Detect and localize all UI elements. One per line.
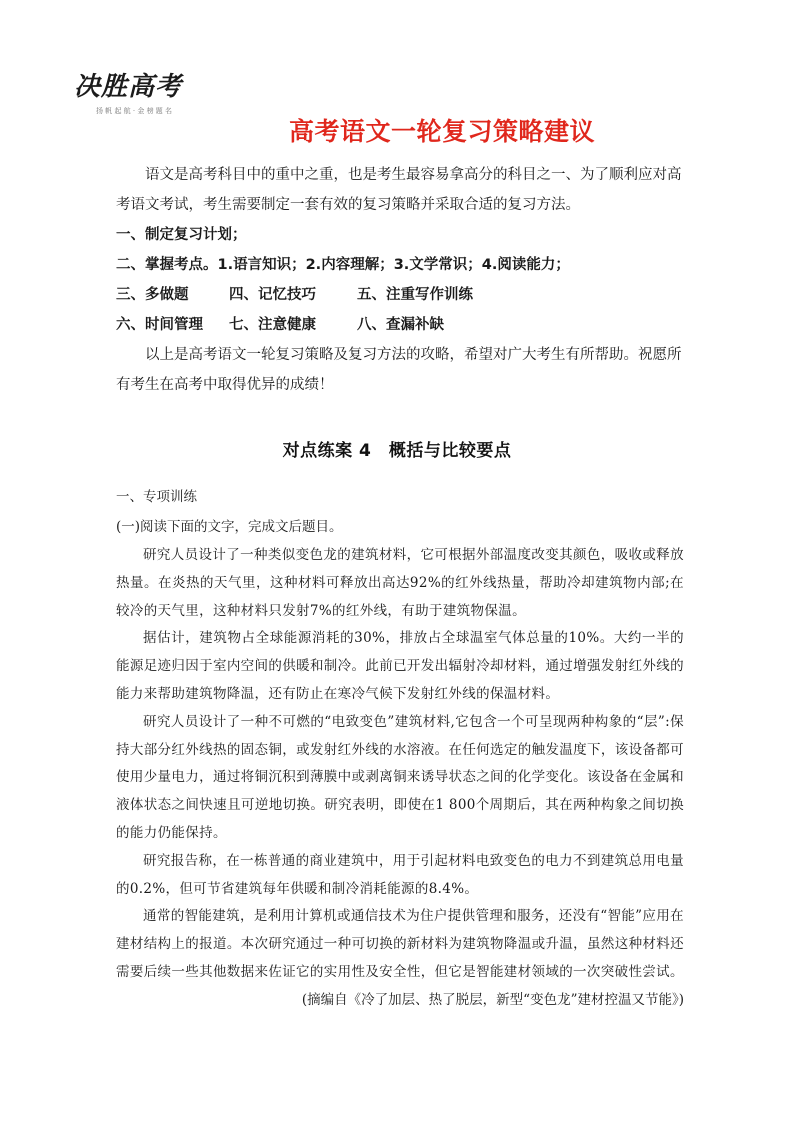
- page-title: 高考语文一轮复习策略建议: [288, 117, 595, 146]
- strategy-item: 四、记忆技巧: [229, 287, 316, 303]
- reading-paragraph: 据估计，建筑物占全球能源消耗的30%，排放占全球温室气体总量的10%。大约一半的能源足迹归因于室内空间的供暖和制冷。此前已开发出辐射冷却材料，通过增强发射红外线的能力来帮助建筑物降温，还有防止在寒冷气候下发射红外线的保温材料。: [116, 630, 684, 702]
- closing-paragraph: 以上是高考语文一轮复习策略及复习方法的攻略，希望对广大考生有所帮助。祝愿所有考生在高考中取得优异的成绩！: [116, 347, 682, 393]
- exercise-block: [116, 486, 684, 1014]
- intro-block: [116, 160, 682, 400]
- strategy-item: 六、时间管理: [116, 317, 203, 333]
- strategy-item: 八、查漏补缺: [357, 317, 444, 333]
- strategy-row-1: [116, 280, 682, 310]
- reading-paragraph: 研究报告称，在一栋普通的商业建筑中，用于引起材料电致变色的电力不到建筑总用电量的0.2%，但可节省建筑每年供暖和制冷消耗能源的8.4%。: [116, 852, 684, 897]
- strategy-row-2: [116, 310, 682, 340]
- plan-item: 一、制定复习计划；: [116, 227, 247, 243]
- key-points-item: 二、掌握考点。1.语言知识；2.内容理解；3.文学常识；4.阅读能力；: [116, 257, 570, 273]
- strategy-item: 三、多做题: [116, 287, 189, 303]
- strategy-item: 五、注重写作训练: [357, 287, 473, 303]
- source-citation: (摘编自《冷了加层、热了脱层，新型“变色龙”建材控温又节能》): [301, 991, 684, 1008]
- logo-brand: 决胜高考: [74, 72, 183, 102]
- logo-tagline: 扬 帆 起 航 · 金 榜 题 名: [96, 107, 173, 115]
- section-title: 对点练案 4 概括与比较要点: [282, 441, 512, 461]
- exercise-heading: 一、专项训练: [116, 489, 197, 505]
- reading-paragraph: 研究人员设计了一种不可燃的“电致变色”建筑材料,它包含一个可呈现两种构象的“层”:保持大部分红外线热的固态铜，或发射红外线的水溶液。在任何选定的触发温度下，该设备都可使用少量电力，通过将铜沉积到薄膜中或剥离铜来诱导状态之间的化学变化。该设备在金属和液体状态之间快速且可逆地切换。研究表明，即使在1 800个周期后，其在两种构象之间切换的能力仍能保持。: [116, 713, 684, 841]
- exercise-instruction: (一)阅读下面的文字，完成文后题目。: [116, 519, 343, 535]
- strategy-item: 七、注意健康: [229, 317, 316, 333]
- intro-paragraph: 语文是高考科目中的重中之重，也是考生最容易拿高分的科目之一、为了顺利应对高考语文考试，考生需要制定一套有效的复习策略并采取合适的复习方法。: [116, 167, 682, 213]
- reading-paragraph: 研究人员设计了一种类似变色龙的建筑材料，它可根据外部温度改变其颜色，吸收或释放热量。在炎热的天气里，这种材料可释放出高达92%的红外线热量，帮助冷却建筑物内部;在较冷的天气里，这种材料只发射7%的红外线，有助于建筑物保温。: [116, 547, 684, 619]
- reading-paragraph: 通常的智能建筑，是利用计算机或通信技术为住户提供管理和服务，还没有“智能”应用在建材结构上的报道。本次研究通过一种可切换的新材料为建筑物降温或升温，虽然这种材料还需要后续一些其他数据来佐证它的实用性及安全性，但它是智能建材领域的一次突破性尝试。: [116, 908, 684, 980]
